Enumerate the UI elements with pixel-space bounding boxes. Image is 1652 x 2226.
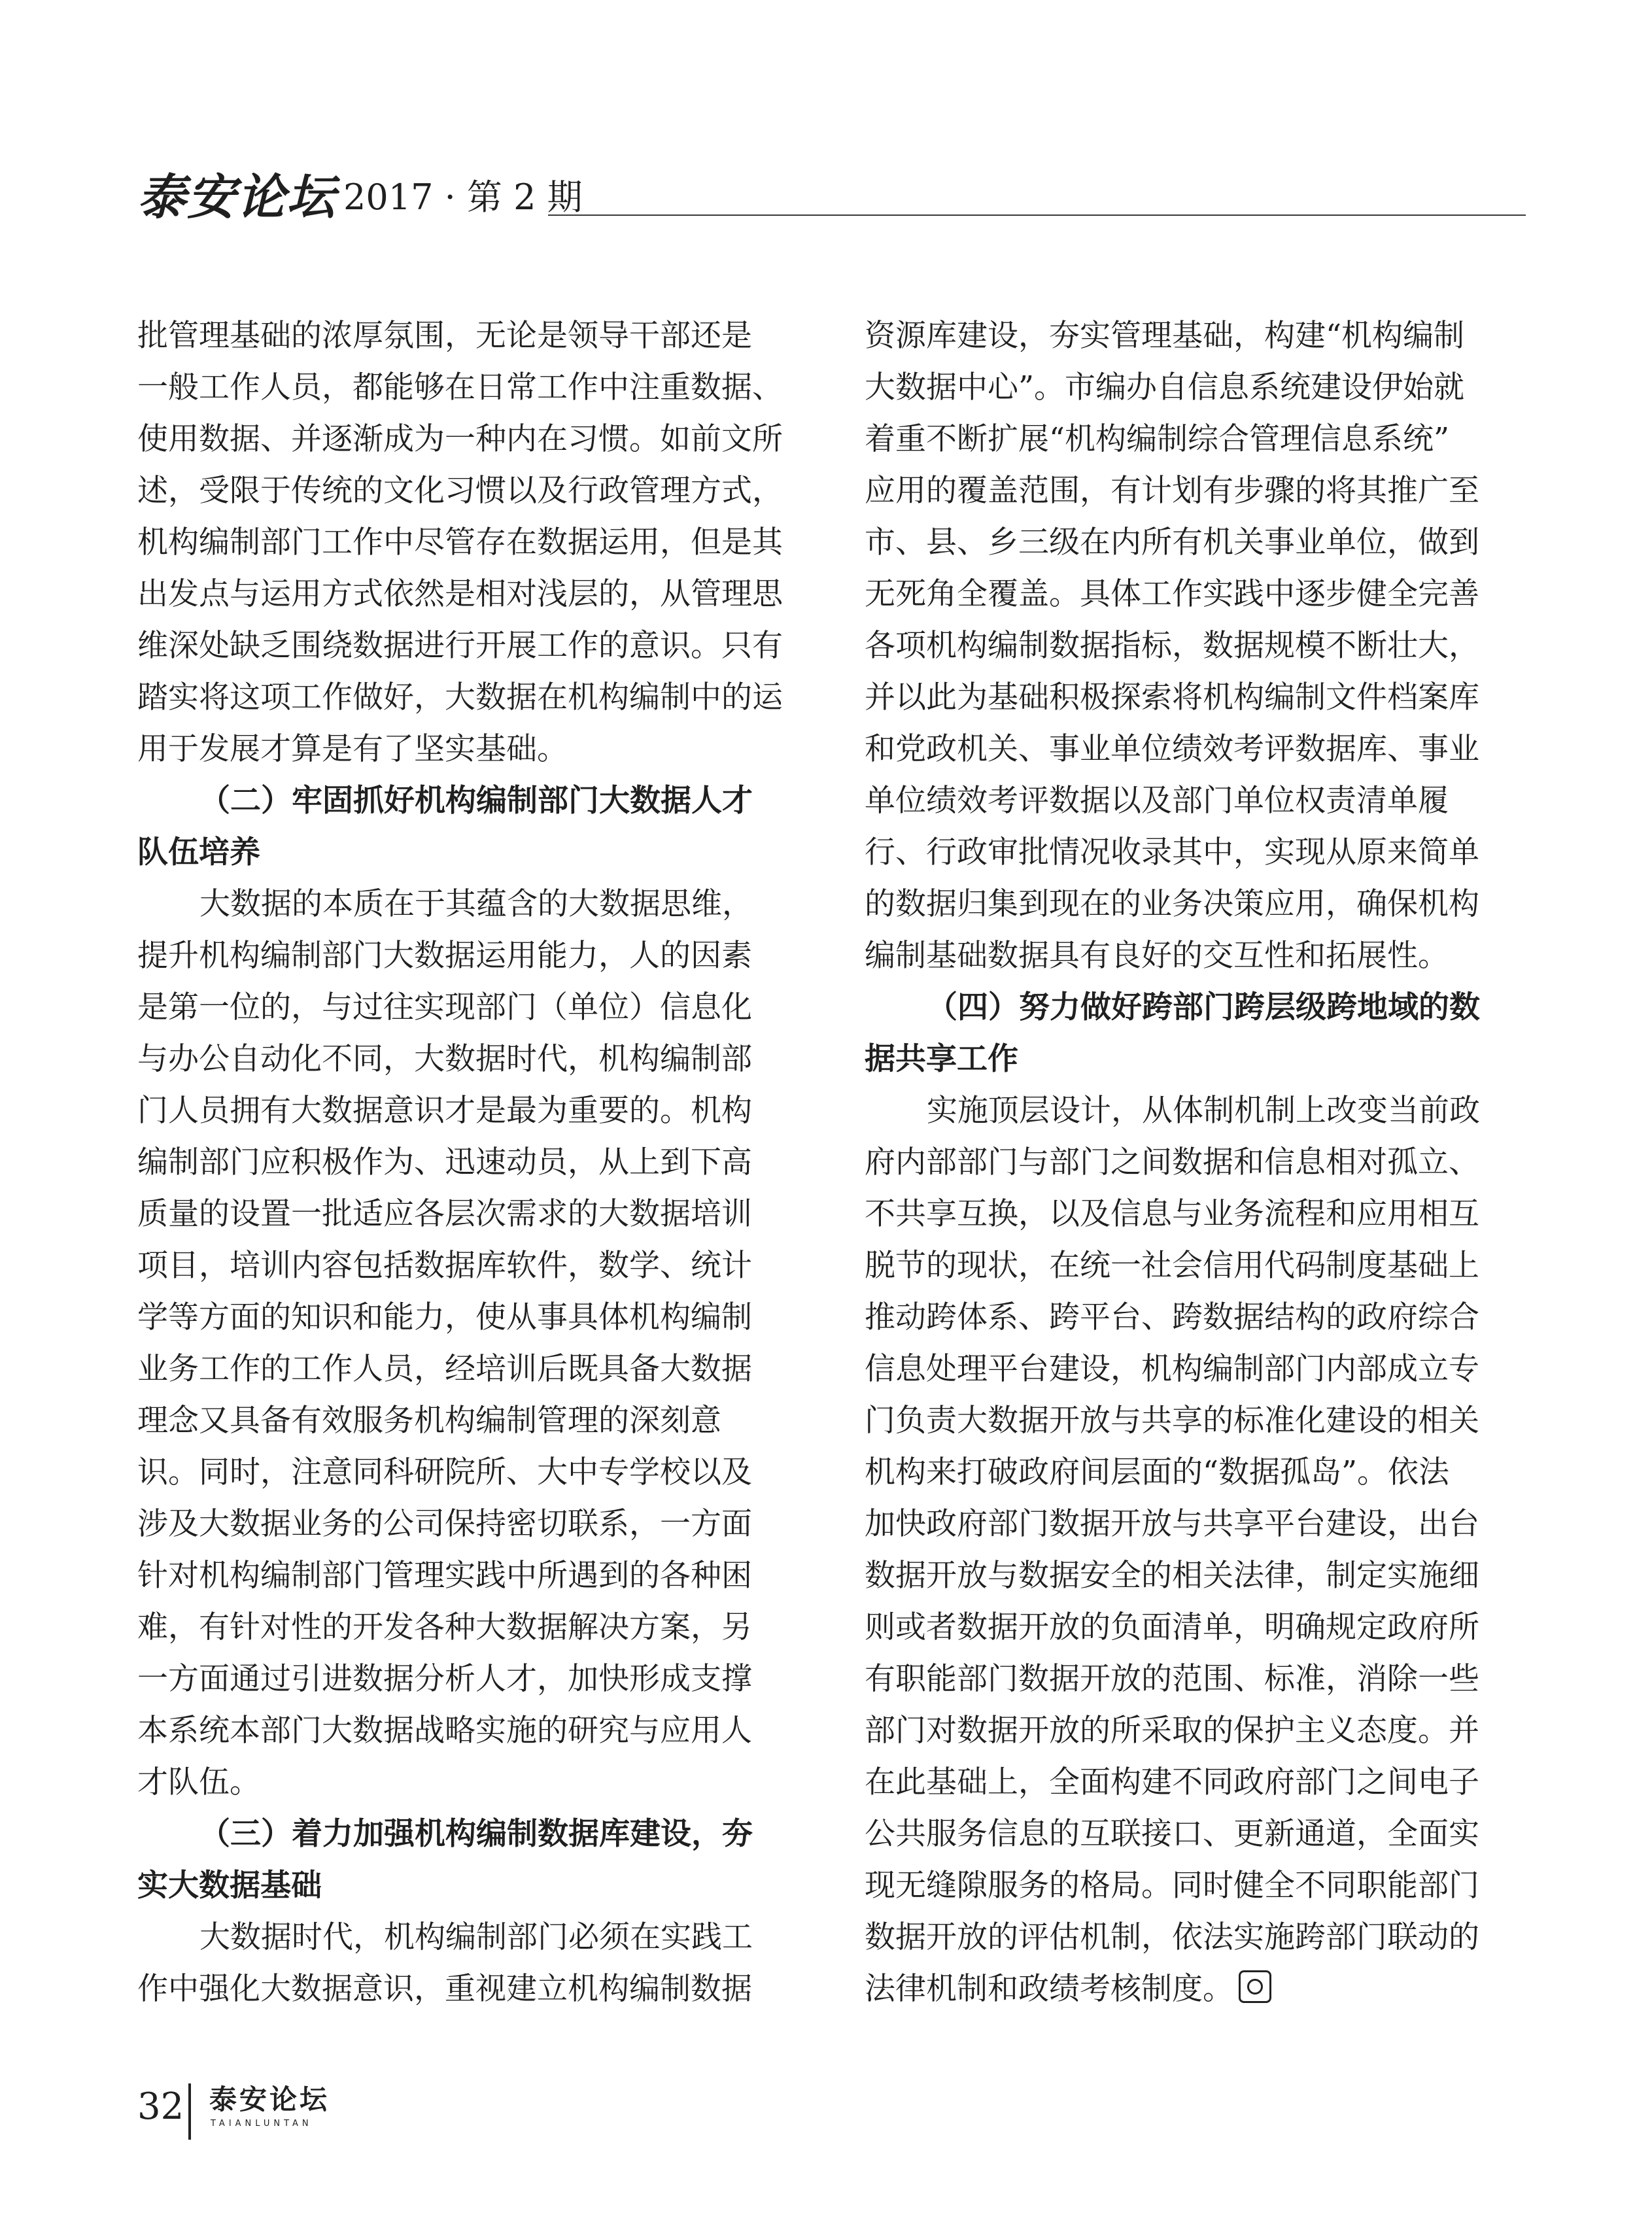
text-line: 批管理基础的浓厚氛围，无论是领导干部还是 [137,318,752,354]
text-line: 是第一位的，与过往实现部门（单位）信息化 [137,989,752,1025]
text-line: 在此基础上，全面构建不同政府部门之间电子 [865,1764,1479,1800]
text-line: 门人员拥有大数据意识才是最为重要的。机构 [137,1093,752,1129]
section-heading-3-cont: 实大数据基础 [137,1868,322,1904]
text-line: 数据开放与数据安全的相关法律，制定实施细 [865,1558,1479,1594]
text-line: 各项机构编制数据指标，数据规模不断壮大， [865,628,1479,664]
text-line: 机构来打破政府间层面的“数据孤岛”。依法 [865,1454,1450,1490]
text-line: 并以此为基础积极探索将机构编制文件档案库 [865,679,1479,715]
text-line: 出发点与运用方式依然是相对浅层的，从管理思 [137,576,783,612]
text-line: 大数据中心”。市编办自信息系统建设伊始就 [865,369,1465,405]
text-line: 才队伍。 [137,1764,260,1800]
header-rule [548,214,1526,216]
text-line: 数据开放的评估机制，依法实施跨部门联动的 [865,1919,1479,1955]
footer-journal-pinyin: TAIANLUNTAN [211,2119,313,2129]
text-line: 资源库建设，夯实管理基础，构建“机构编制 [865,318,1465,354]
text-line: 踏实将这项工作做好，大数据在机构编制中的运 [137,679,783,715]
text-line: 无死角全覆盖。具体工作实践中逐步健全完善 [865,576,1479,612]
text-line: 和党政机关、事业单位绩效考评数据库、事业 [865,731,1479,767]
text-line: 一方面通过引进数据分析人才，加快形成支撑 [137,1661,752,1697]
text-line: 市、县、乡三级在内所有机关事业单位，做到 [865,524,1479,560]
text-line: 针对机构编制部门管理实践中所遇到的各种困 [137,1558,752,1594]
text-line: 述，受限于传统的文化习惯以及行政管理方式， [137,473,783,509]
footer-divider [188,2083,191,2140]
text-line: 本系统本部门大数据战略实施的研究与应用人 [137,1713,752,1749]
text-line: 不共享互换，以及信息与业务流程和应用相互 [865,1196,1479,1232]
text-line-content: 法律机制和政绩考核制度。 [865,1971,1233,2007]
text-line: 推动跨体系、跨平台、跨数据结构的政府综合 [865,1299,1479,1335]
text-line: 加快政府部门数据开放与共享平台建设，出台 [865,1506,1479,1542]
text-line: 实施顶层设计，从体制机制上改变当前政 [927,1093,1480,1129]
text-line: 单位绩效考评数据以及部门单位权责清单履 [865,783,1449,819]
end-of-article-icon [1239,1970,1271,2003]
text-line: 脱节的现状，在统一社会信用代码制度基础上 [865,1248,1479,1284]
section-heading-4-cont: 据共享工作 [865,1041,1018,1077]
text-line: 维深处缺乏围绕数据进行开展工作的意识。只有 [137,628,783,664]
text-line: 部门对数据开放的所采取的保护主义态度。并 [865,1713,1479,1749]
text-line: 行、行政审批情况收录其中，实现从原来简单 [865,834,1479,870]
text-line: 学等方面的知识和能力，使从事具体机构编制 [137,1299,752,1335]
last-text-line [865,1970,1271,2009]
text-line: 府内部部门与部门之间数据和信息相对孤立、 [865,1144,1479,1180]
text-line: 着重不断扩展“机构编制综合管理信息系统” [865,421,1450,457]
text-line: 提升机构编制部门大数据运用能力，人的因素 [137,938,752,974]
text-line: 编制基础数据具有良好的交互性和拓展性。 [865,938,1449,974]
text-line: 信息处理平台建设，机构编制部门内部成立专 [865,1351,1479,1387]
section-heading-2: （二）牢固抓好机构编制部门大数据人才 [199,783,753,819]
text-line: 编制部门应积极作为、迅速动员，从上到下高 [137,1144,752,1180]
text-line: 理念又具备有效服务机构编制管理的深刻意 [137,1403,721,1439]
section-heading-2-cont: 队伍培养 [137,834,260,870]
footer-journal-name: 泰安论坛 [209,2083,330,2115]
text-line: 作中强化大数据意识，重视建立机构编制数据 [137,1971,752,2007]
text-line: 项目，培训内容包括数据库软件，数学、统计 [137,1248,752,1284]
issue-label: 2017 · 第 2 期 [343,177,583,218]
text-line: 使用数据、并逐渐成为一种内在习惯。如前文所 [137,421,783,457]
text-line: 的数据归集到现在的业务决策应用，确保机构 [865,886,1479,922]
text-line: 有职能部门数据开放的范围、标准，消除一些 [865,1661,1479,1697]
text-line: 门负责大数据开放与共享的标准化建设的相关 [865,1403,1479,1439]
text-line: 与办公自动化不同，大数据时代，机构编制部 [137,1041,752,1077]
text-line: 质量的设置一批适应各层次需求的大数据培训 [137,1196,752,1232]
text-line: 难，有针对性的开发各种大数据解决方案，另 [137,1609,752,1645]
page-number: 32 [137,2085,184,2128]
section-heading-3: （三）着力加强机构编制数据库建设，夯 [199,1816,753,1852]
text-line: 业务工作的工作人员，经培训后既具备大数据 [137,1351,752,1387]
section-heading-4: （四）努力做好跨部门跨层级跨地域的数 [927,989,1480,1025]
text-line: 现无缝隙服务的格局。同时健全不同职能部门 [865,1868,1479,1904]
text-line: 用于发展才算是有了坚实基础。 [137,731,568,767]
text-line: 则或者数据开放的负面清单，明确规定政府所 [865,1609,1479,1645]
text-line: 一般工作人员，都能够在日常工作中注重数据、 [137,369,783,405]
text-line: 大数据时代，机构编制部门必须在实践工 [199,1919,753,1955]
text-line: 涉及大数据业务的公司保持密切联系，一方面 [137,1506,752,1542]
text-line: 应用的覆盖范围，有计划有步骤的将其推广至 [865,473,1479,509]
journal-logo: 泰安论坛 [137,169,336,226]
text-line: 识。同时，注意同科研院所、大中专学校以及 [137,1454,752,1490]
text-line: 机构编制部门工作中尽管存在数据运用，但是其 [137,524,783,560]
text-line: 公共服务信息的互联接口、更新通道，全面实 [865,1816,1479,1852]
text-line: 大数据的本质在于其蕴含的大数据思维， [199,886,753,922]
